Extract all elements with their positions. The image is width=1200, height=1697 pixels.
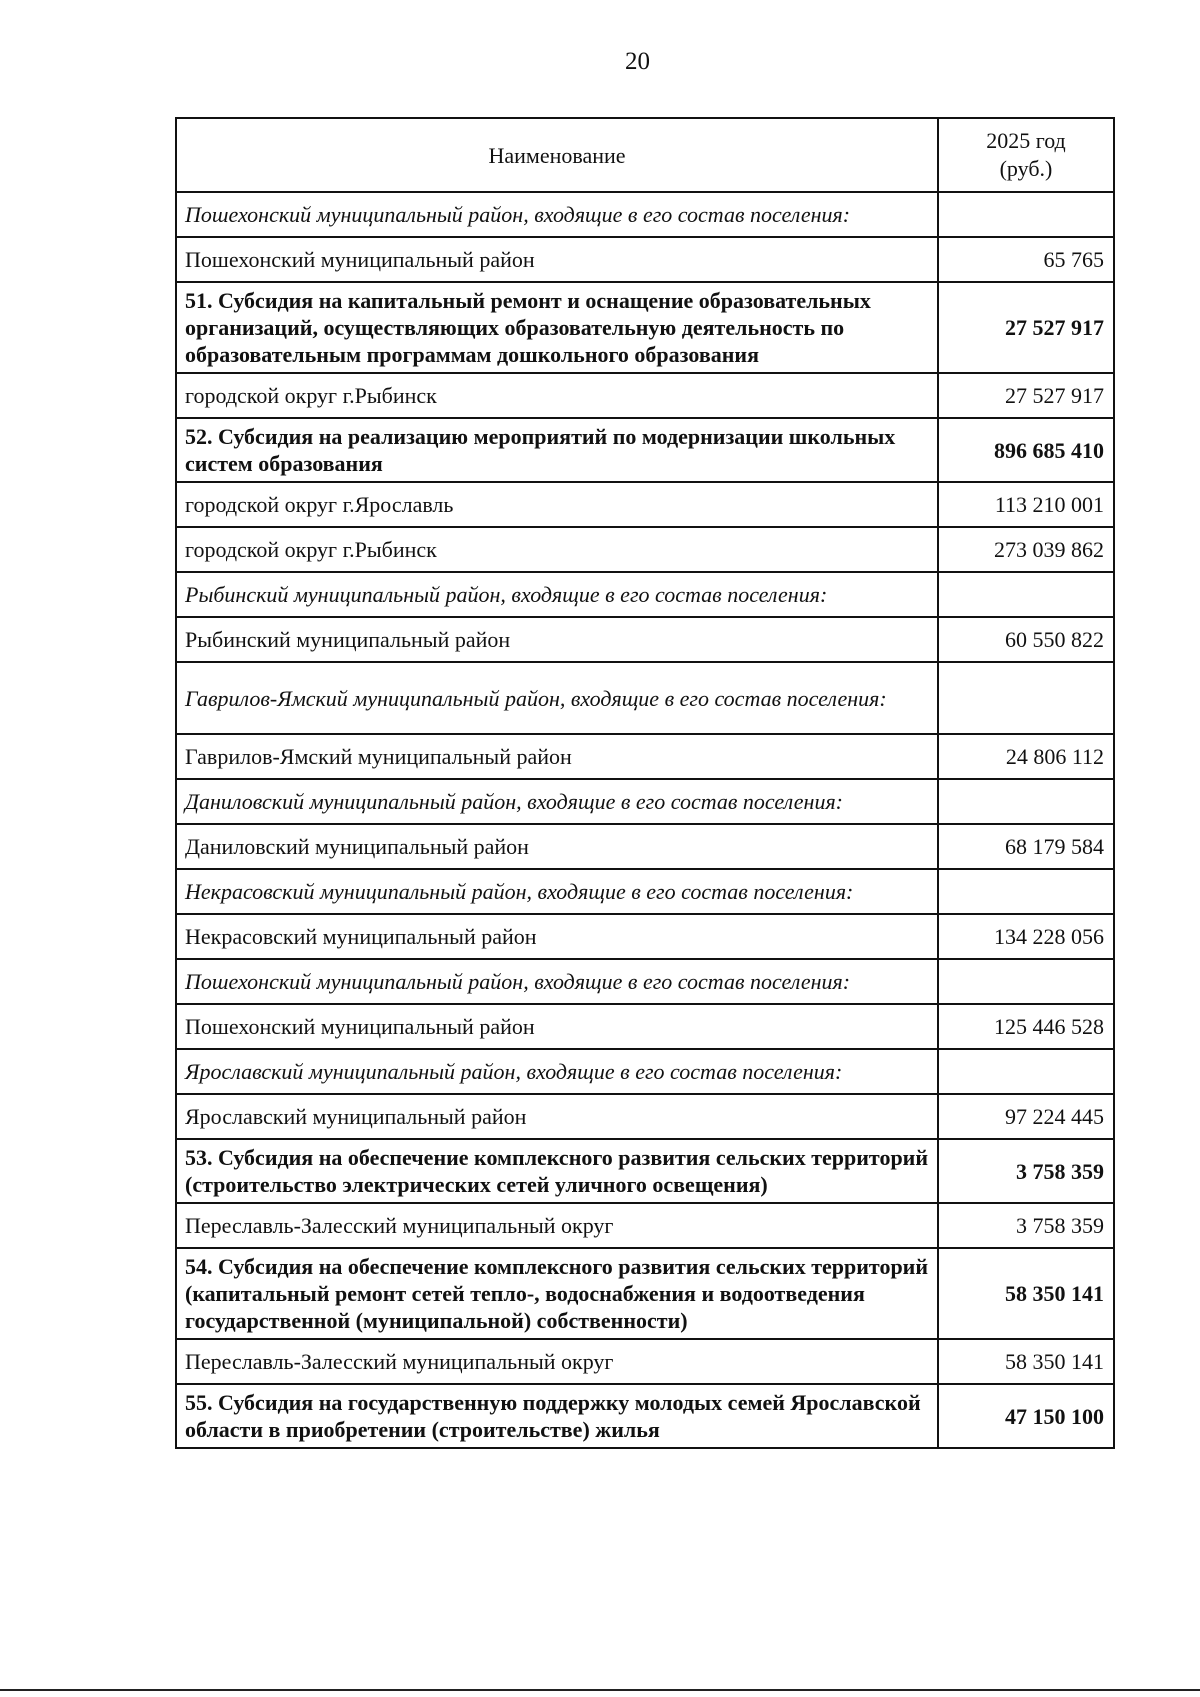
- row-name: Ярославский муниципальный район, входящие в его состав поселения:: [176, 1049, 938, 1094]
- row-name: Переславль-Залесский муниципальный округ: [176, 1203, 938, 1248]
- row-name: городской округ г.Рыбинск: [176, 373, 938, 418]
- column-header-name: Наименование: [176, 118, 938, 192]
- row-value: 97 224 445: [938, 1094, 1114, 1139]
- row-name: 55. Субсидия на государственную поддержку молодых семей Ярославской области в приобретении (строительстве) жилья: [176, 1384, 938, 1448]
- table-row: [176, 237, 1114, 282]
- table-row-subsidy: [176, 1248, 1114, 1339]
- column-header-year-line2: (руб.): [999, 156, 1053, 181]
- row-name: Рыбинский муниципальный район: [176, 617, 938, 662]
- row-name: Гаврилов-Ямский муниципальный район, входящие в его состав поселения:: [176, 662, 938, 734]
- table-row-subsidy: [176, 282, 1114, 373]
- row-value: 896 685 410: [938, 418, 1114, 482]
- table-row: [176, 1203, 1114, 1248]
- table-row-group: [176, 959, 1114, 1004]
- row-value: 273 039 862: [938, 527, 1114, 572]
- row-value: 60 550 822: [938, 617, 1114, 662]
- row-name: Ярославский муниципальный район: [176, 1094, 938, 1139]
- row-name: Пошехонский муниципальный район: [176, 1004, 938, 1049]
- table-row: [176, 617, 1114, 662]
- row-value: 3 758 359: [938, 1203, 1114, 1248]
- row-value: 68 179 584: [938, 824, 1114, 869]
- table-row: [176, 1004, 1114, 1049]
- row-value: [938, 1049, 1114, 1094]
- table-header-row: [176, 118, 1114, 192]
- table-row: [176, 914, 1114, 959]
- table-row-group: [176, 572, 1114, 617]
- table-row-group: [176, 779, 1114, 824]
- row-value: 134 228 056: [938, 914, 1114, 959]
- table-row-subsidy: [176, 1384, 1114, 1448]
- table-row: [176, 1094, 1114, 1139]
- row-name: 52. Субсидия на реализацию мероприятий по модернизации школьных систем образования: [176, 418, 938, 482]
- table-row: [176, 482, 1114, 527]
- row-name: городской округ г.Рыбинск: [176, 527, 938, 572]
- row-value: [938, 959, 1114, 1004]
- row-value: 27 527 917: [938, 373, 1114, 418]
- row-name: Даниловский муниципальный район, входящие в его состав поселения:: [176, 779, 938, 824]
- table-row: [176, 527, 1114, 572]
- table-row: [176, 734, 1114, 779]
- table-row-group: [176, 869, 1114, 914]
- row-value: [938, 779, 1114, 824]
- table-row-subsidy: [176, 418, 1114, 482]
- row-name: Пошехонский муниципальный район, входящие в его состав поселения:: [176, 192, 938, 237]
- column-header-year: [938, 118, 1114, 192]
- row-value: 3 758 359: [938, 1139, 1114, 1203]
- row-name: Некрасовский муниципальный район, входящие в его состав поселения:: [176, 869, 938, 914]
- row-name: Даниловский муниципальный район: [176, 824, 938, 869]
- row-value: 24 806 112: [938, 734, 1114, 779]
- row-name: 54. Субсидия на обеспечение комплексного развития сельских территорий (капитальный ремонт сетей тепло-, водоснабжения и водоотведения государственной (муниципальной) собственности): [176, 1248, 938, 1339]
- page-bottom-rule: [0, 1689, 1200, 1691]
- row-name: Гаврилов-Ямский муниципальный район: [176, 734, 938, 779]
- row-value: [938, 572, 1114, 617]
- table-row-group: [176, 1049, 1114, 1094]
- table-row-group: [176, 662, 1114, 734]
- row-value: 125 446 528: [938, 1004, 1114, 1049]
- row-value: 47 150 100: [938, 1384, 1114, 1448]
- row-name: Пошехонский муниципальный район, входящие в его состав поселения:: [176, 959, 938, 1004]
- row-name: Пошехонский муниципальный район: [176, 237, 938, 282]
- table-row-group: [176, 192, 1114, 237]
- table-row: [176, 373, 1114, 418]
- row-value: [938, 192, 1114, 237]
- budget-table: [175, 117, 1115, 1449]
- row-name: Переславль-Залесский муниципальный округ: [176, 1339, 938, 1384]
- row-value: [938, 662, 1114, 734]
- row-name: Рыбинский муниципальный район, входящие в его состав поселения:: [176, 572, 938, 617]
- page-number: 20: [625, 48, 650, 75]
- row-value: 58 350 141: [938, 1339, 1114, 1384]
- row-name: Некрасовский муниципальный район: [176, 914, 938, 959]
- row-name: городской округ г.Ярославль: [176, 482, 938, 527]
- row-value: 58 350 141: [938, 1248, 1114, 1339]
- table-row: [176, 1339, 1114, 1384]
- row-value: 113 210 001: [938, 482, 1114, 527]
- row-name: 51. Субсидия на капитальный ремонт и оснащение образовательных организаций, осуществляющих образовательную деятельность по образовательным программам дошкольного образования: [176, 282, 938, 373]
- row-name: 53. Субсидия на обеспечение комплексного развития сельских территорий (строительство электрических сетей уличного освещения): [176, 1139, 938, 1203]
- table-row: [176, 824, 1114, 869]
- row-value: 27 527 917: [938, 282, 1114, 373]
- row-value: 65 765: [938, 237, 1114, 282]
- table-row-subsidy: [176, 1139, 1114, 1203]
- row-value: [938, 869, 1114, 914]
- column-header-year-line1: 2025 год: [986, 128, 1066, 153]
